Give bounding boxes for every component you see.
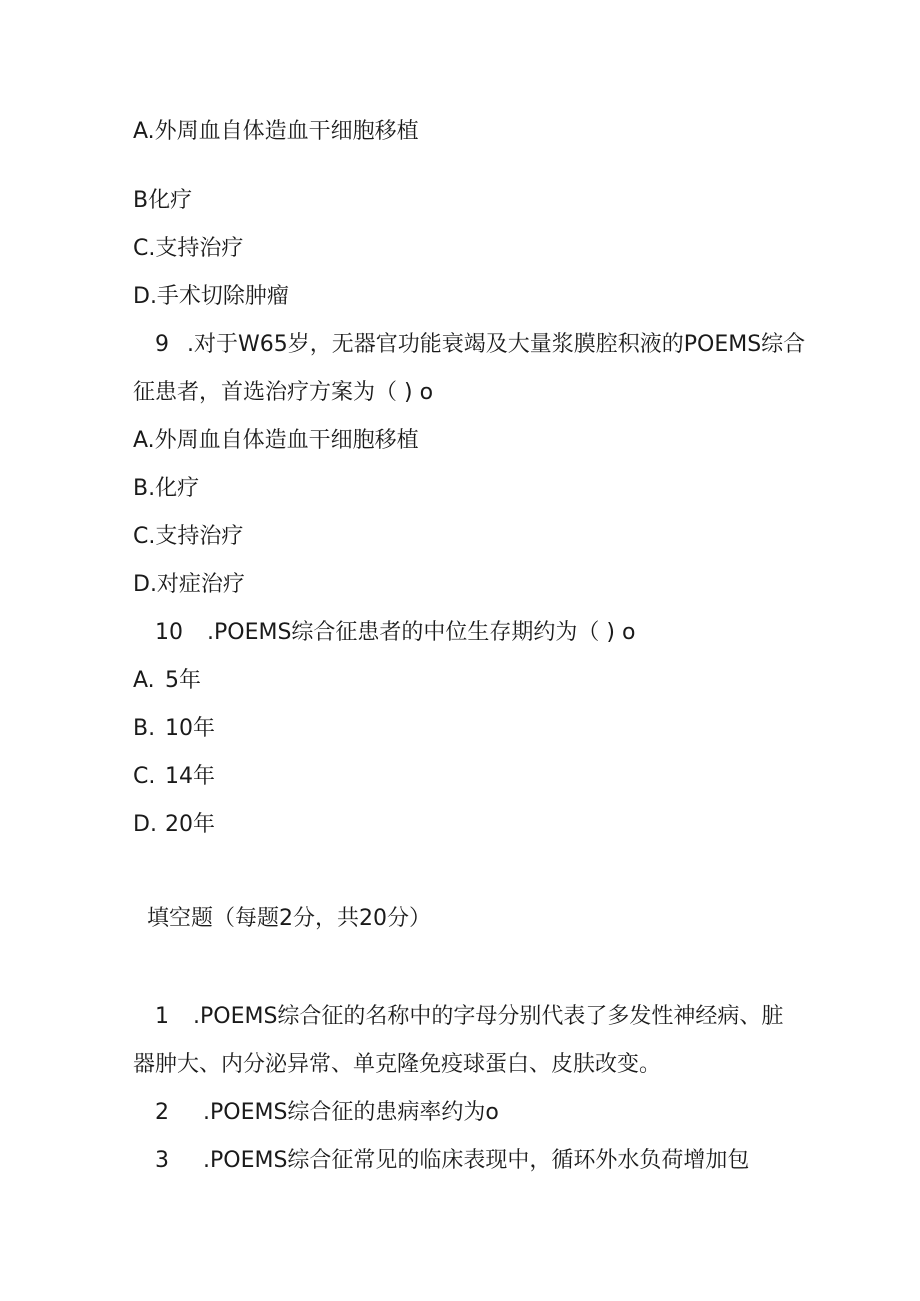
option-value: 10年 (165, 716, 215, 741)
fill-question-1 (155, 1002, 783, 1032)
option-a: A.外周血自体造血干细胞移植 (133, 119, 419, 144)
question-10 (155, 618, 635, 648)
question-9 (155, 330, 805, 360)
option-b: B化疗 (133, 188, 193, 213)
question-text: .对于W65岁，无器官功能衰竭及大量浆膜腔积液的POEMS综合 (187, 332, 806, 357)
option-d: D.手术切除肿瘤 (133, 284, 289, 309)
question-9-continuation: 征患者，首选治疗方案为（ ) o (133, 380, 434, 405)
option-letter: C. (133, 764, 156, 789)
q10-option-a (133, 666, 201, 696)
fill-question-1-continuation: 器肿大、内分泌异常、单克隆免疫球蛋白、皮肤改变。 (133, 1052, 662, 1077)
q9-option-b: B.化疗 (133, 476, 200, 501)
section-title: 填空题（每题2分，共20分） (147, 906, 431, 931)
q10-option-d (133, 810, 215, 840)
q9-option-d: D.对症治疗 (133, 572, 245, 597)
fill-question-3 (155, 1146, 749, 1176)
option-letter: B. (133, 716, 156, 741)
question-number: 1 (155, 1004, 169, 1029)
question-number: 2 (155, 1100, 169, 1125)
option-value: 5年 (165, 668, 201, 693)
question-text: .POEMS综合征的患病率约为o (203, 1100, 499, 1125)
question-text: .POEMS综合征常见的临床表现中，循环外水负荷增加包 (203, 1148, 750, 1173)
option-letter: A. (133, 668, 155, 693)
question-number: 9 (155, 332, 169, 357)
q10-option-c (133, 762, 215, 792)
q9-option-c: C.支持治疗 (133, 524, 244, 549)
question-number: 3 (155, 1148, 169, 1173)
option-value: 14年 (165, 764, 215, 789)
q9-option-a: A.外周血自体造血干细胞移植 (133, 428, 419, 453)
question-number: 10 (155, 620, 183, 645)
option-letter: D. (133, 812, 157, 837)
option-value: 20年 (165, 812, 215, 837)
question-text: .POEMS综合征的名称中的字母分别代表了多发性神经病、脏 (193, 1004, 784, 1029)
q10-option-b (133, 714, 215, 744)
option-c: C.支持治疗 (133, 236, 244, 261)
fill-question-2 (155, 1098, 499, 1128)
question-text: .POEMS综合征患者的中位生存期约为（ ) o (207, 620, 636, 645)
